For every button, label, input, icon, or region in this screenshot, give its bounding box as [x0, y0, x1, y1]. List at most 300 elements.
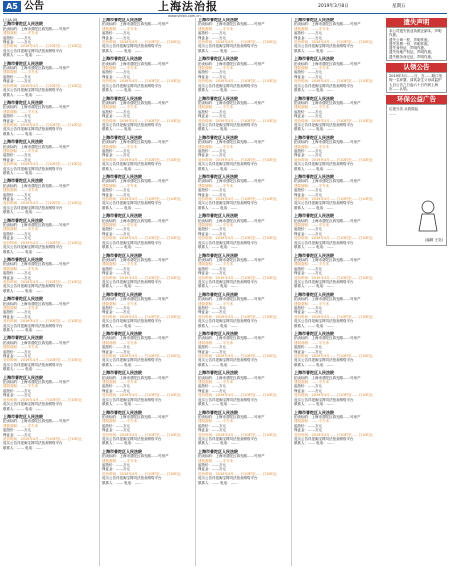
- notice-line: 保证金：……万元: [294, 310, 322, 315]
- notice-line: 竞价时间：2019年4月……日10时至……日10时止: [198, 393, 278, 398]
- notice-line: 联系人：…… 电话：……: [3, 288, 43, 293]
- notice-title: 上海市普陀区人民法院: [198, 409, 238, 415]
- column-1: [3, 18, 95, 566]
- notice-line: 起拍价：……万元: [3, 231, 31, 236]
- notice-block: [102, 18, 194, 53]
- notice-line: 保证金：……万元: [3, 40, 31, 45]
- notice-line: 起拍价：……万元: [198, 462, 226, 467]
- notice-line: 拍卖标的：上海市普陀区真光路……号房产: [102, 375, 169, 380]
- notice-line: 起拍价：……万元: [3, 428, 31, 433]
- notice-block: [198, 175, 290, 210]
- notice-line: 建筑面积：……平方米: [198, 380, 233, 385]
- notice-block: [102, 214, 194, 249]
- notice-block: [294, 214, 383, 249]
- notice-block: [3, 219, 95, 254]
- notice-line: 拍卖标的：上海市普陀区真光路……号房产: [102, 336, 169, 341]
- notice-block: [198, 293, 290, 328]
- column-4: [291, 18, 383, 566]
- notice-line: 竞价时间：2019年4月……日10时至……日10时止: [102, 393, 182, 398]
- notice-line: 起拍价：……万元: [102, 345, 130, 350]
- notice-line: 竞买公告详见淘宝网司法拍卖网络平台: [294, 358, 354, 363]
- notice-line: 竞价时间：2019年4月……日10时至……日10时止: [102, 275, 182, 280]
- notice-line: 竞价时间：2019年4月……日10时至……日10时止: [3, 397, 83, 402]
- notice-line: 建筑面积：……平方米: [198, 105, 233, 110]
- page-footer: (编辑 王奕): [425, 238, 443, 243]
- notice-title: 上海市普陀区人民法院: [294, 134, 334, 140]
- notice-line: 竞价时间：2019年4月……日10时至……日10时止: [198, 157, 278, 162]
- notice-title: 上海市普陀区人民法院: [102, 409, 142, 415]
- notice-line: 建筑面积：……平方米: [102, 183, 137, 188]
- notice-line: 拍卖标的：上海市普陀区真光路……号房产: [294, 375, 361, 380]
- notice-line: 起拍价：……万元: [102, 70, 130, 75]
- notice-line: 拍卖标的：上海市普陀区真光路……号房产: [294, 22, 361, 27]
- notice-line: 起拍价：……万元: [3, 310, 31, 315]
- notice-line: 拍卖标的：上海市普陀区真光路……号房产: [198, 61, 265, 66]
- notice-line: 联系人：…… 电话：……: [198, 284, 238, 289]
- notice-block: [102, 175, 194, 210]
- notice-line: 建筑面积：……平方米: [198, 144, 233, 149]
- notice-title: 上海市普陀区人民法院: [294, 291, 334, 297]
- notice-line: 建筑面积：……平方米: [198, 223, 233, 228]
- notice-line: 联系人：…… 电话：……: [198, 127, 238, 132]
- notice-block: [198, 371, 290, 406]
- notice-title: 上海市普陀区人民法院: [102, 331, 142, 336]
- notice-line: 拍卖标的：上海市普陀区真光路……号房产: [102, 22, 169, 27]
- notice-line: 保证金：……万元: [198, 428, 226, 433]
- notice-line: 建筑面积：……平方米: [102, 262, 137, 267]
- notice-line: 竞买公告详见淘宝网司法拍卖网络平台: [294, 83, 354, 88]
- notice-line: 联系人：…… 电话：……: [3, 328, 43, 332]
- notice-line: 竞价时间：2019年4月……日10时至……日10时止: [294, 314, 374, 319]
- notice-line: 起拍价：……万元: [294, 345, 322, 350]
- notice-line: 保证金：……万元: [294, 114, 322, 119]
- notice-line: 起拍价：……万元: [198, 188, 226, 193]
- notice-line: 起拍价：……万元: [198, 384, 226, 389]
- notice-line: 竞买公告详见淘宝网司法拍卖网络平台: [3, 48, 63, 53]
- notice-line: 拍卖标的：上海市普陀区真光路……号房产: [3, 183, 70, 188]
- notice-line: 拍卖标的：上海市普陀区真光路……号房产: [198, 257, 265, 262]
- notice-block: [102, 332, 194, 367]
- notice-line: 竞价时间：2019年4月……日10时至……日10时止: [198, 197, 278, 202]
- notice-title: 上海市普陀区人民法院: [198, 213, 238, 219]
- notice-line: 联系人：…… 电话：……: [198, 88, 238, 93]
- notice-block: [102, 450, 194, 485]
- notice-line: 拍卖标的：上海市普陀区真光路……号房产: [294, 61, 361, 66]
- header-rule: [3, 13, 447, 14]
- notice-title: 上海市普陀区人民法院: [294, 56, 334, 62]
- notice-block: [3, 179, 95, 214]
- notice-block: [294, 57, 383, 92]
- notice-line: 起拍价：……万元: [198, 70, 226, 75]
- notice-line: 建筑面积：……平方米: [294, 262, 329, 267]
- notice-line: 竞买公告详见淘宝网司法拍卖网络平台: [102, 279, 162, 284]
- notice-line: 建筑面积：……平方米: [102, 26, 137, 31]
- notice-line: 建筑面积：……平方米: [294, 183, 329, 188]
- notice-line: 竞价时间：2019年4月……日10时至……日10时止: [3, 162, 83, 167]
- notice-line: 竞买公告详见淘宝网司法拍卖网络平台: [294, 279, 354, 284]
- notice-block: [294, 175, 383, 210]
- notice-line: 竞买公告详见淘宝网司法拍卖网络平台: [3, 166, 63, 171]
- notice-line: 建筑面积：……平方米: [102, 419, 137, 424]
- page-id: (上)A 05: [3, 18, 18, 22]
- notice-line: 联系人：…… 电话：……: [102, 362, 142, 367]
- notice-line: 竞价时间：2019年4月……日10时至……日10时止: [3, 436, 83, 441]
- notice-title: 上海市普陀区人民法院: [198, 291, 238, 297]
- notice-line: 竞价时间：2019年4月……日10时至……日10时止: [102, 354, 182, 359]
- notice-line: 保证金：……万元: [102, 192, 130, 197]
- notice-title: 上海市普陀区人民法院: [3, 335, 43, 341]
- notice-title: 上海市普陀区人民法院: [102, 56, 142, 62]
- notice-line: 拍卖标的：上海市普陀区真光路……号房产: [198, 140, 265, 145]
- notice-title: 上海市普陀区人民法院: [102, 252, 142, 258]
- loss-notice-body: [386, 27, 447, 61]
- notice-line: 建筑面积：……平方米: [3, 227, 38, 232]
- notice-line: 拍卖标的：上海市普陀区真光路……号房产: [294, 179, 361, 184]
- notice-line: 起拍价：……万元: [294, 70, 322, 75]
- notice-line: 建筑面积：……平方米: [294, 380, 329, 385]
- loss-notice-line: 本公司遗失营业执照正副本，声明作废。: [389, 29, 442, 38]
- notice-line: 竞价时间：2019年4月……日10时至……日10时止: [294, 432, 374, 437]
- notice-line: 拍卖标的：上海市普陀区真光路……号房产: [3, 262, 70, 267]
- notice-line: 联系人：…… 电话：……: [3, 406, 43, 411]
- notice-line: 起拍价：……万元: [294, 384, 322, 389]
- cartoon-figure-icon: [413, 197, 443, 237]
- notice-line: 竞价时间：2019年4月……日10时至……日10时止: [102, 157, 182, 162]
- notice-line: 竞买公告详见淘宝网司法拍卖网络平台: [294, 436, 354, 441]
- issue-date: 2019年3月8日: [318, 4, 349, 9]
- notice-line: 保证金：……万元: [102, 74, 130, 79]
- notice-line: 竞价时间：2019年4月……日10时至……日10时止: [102, 314, 182, 319]
- notice-line: 保证金：……万元: [294, 192, 322, 197]
- notice-line: 起拍价：……万元: [102, 109, 130, 114]
- claim-notice-line: 2019年3月……日，在……路口发现一名弃婴，请其亲生父母或监护人自公告之日起六十日内到上海市……认领。: [389, 74, 443, 91]
- notice-line: 建筑面积：……平方米: [198, 26, 233, 31]
- notice-line: 竞价时间：2019年4月……日10时至……日10时止: [102, 118, 182, 123]
- notice-line: 竞买公告详见淘宝网司法拍卖网络平台: [198, 279, 258, 284]
- notice-block: [198, 18, 290, 53]
- notice-line: 保证金：……万元: [102, 231, 130, 236]
- notice-line: 保证金：……万元: [198, 310, 226, 315]
- notice-line: 保证金：……万元: [198, 467, 226, 472]
- notice-line: 竞买公告详见淘宝网司法拍卖网络平台: [198, 122, 258, 127]
- notice-block: [102, 411, 194, 446]
- loss-notice-line: 遗失公章一枚，声明作废。: [389, 37, 431, 42]
- notice-line: 竞买公告详见淘宝网司法拍卖网络平台: [3, 205, 63, 210]
- notice-title: 上海市普陀区人民法院: [3, 21, 43, 27]
- notice-line: 保证金：……万元: [198, 192, 226, 197]
- notice-block: [294, 97, 383, 132]
- notice-line: 拍卖标的：上海市普陀区真光路……号房产: [294, 140, 361, 145]
- notice-line: 竞买公告详见淘宝网司法拍卖网络平台: [294, 240, 354, 245]
- notice-line: 联系人：…… 电话：……: [294, 205, 334, 210]
- notice-line: 建筑面积：……平方米: [294, 144, 329, 149]
- notice-line: 联系人：…… 电话：……: [294, 166, 334, 171]
- notice-line: 联系人：…… 电话：……: [3, 249, 43, 254]
- notice-line: 联系人：…… 电话：……: [198, 480, 238, 485]
- notice-line: 建筑面积：……平方米: [3, 188, 38, 193]
- notice-block: [294, 371, 383, 406]
- notice-line: 联系人：…… 电话：……: [3, 171, 43, 175]
- notice-line: 竞买公告详见淘宝网司法拍卖网络平台: [294, 201, 354, 206]
- loss-notice-header: 遗失声明: [386, 18, 447, 27]
- notice-title: 上海市普陀区人民法院: [294, 331, 334, 336]
- notice-block: [3, 62, 95, 97]
- notice-line: 保证金：……万元: [294, 428, 322, 433]
- notice-columns: [3, 18, 383, 568]
- notice-line: 建筑面积：……平方米: [294, 26, 329, 31]
- notice-line: 竞价时间：2019年4月……日10时至……日10时止: [102, 471, 182, 476]
- notice-line: 竞买公告详见淘宝网司法拍卖网络平台: [198, 44, 258, 49]
- notice-line: 保证金：……万元: [294, 153, 322, 158]
- notice-line: 保证金：……万元: [102, 271, 130, 276]
- notice-line: 起拍价：……万元: [198, 266, 226, 271]
- notice-line: 联系人：…… 电话：……: [102, 127, 142, 132]
- notice-line: 保证金：……万元: [198, 271, 226, 276]
- notice-block: [294, 254, 383, 289]
- notice-line: 竞价时间：2019年4月……日10时至……日10时止: [102, 236, 182, 241]
- notice-line: 保证金：……万元: [294, 388, 322, 393]
- notice-line: 竞买公告详见淘宝网司法拍卖网络平台: [3, 284, 63, 289]
- notice-line: 竞买公告详见淘宝网司法拍卖网络平台: [198, 83, 258, 88]
- notice-line: 保证金：……万元: [198, 231, 226, 236]
- notice-line: 保证金：……万元: [102, 35, 130, 40]
- notice-block: [3, 297, 95, 332]
- notice-line: 竞买公告详见淘宝网司法拍卖网络平台: [198, 240, 258, 245]
- notice-line: 联系人：…… 电话：……: [198, 323, 238, 328]
- claim-notice-header: 认领公告: [386, 63, 447, 72]
- notice-line: 建筑面积：……平方米: [102, 458, 137, 463]
- notice-title: 上海市普陀区人民法院: [102, 370, 142, 376]
- notice-line: 竞价时间：2019年4月……日10时至……日10时止: [3, 201, 83, 206]
- loss-notice-line: 遗失发票一份，声明作废。: [389, 41, 431, 46]
- notice-title: 上海市普陀区人民法院: [3, 178, 43, 184]
- notice-line: 拍卖标的：上海市普陀区真光路……号房产: [102, 414, 169, 419]
- masthead: 上海法治报: [158, 0, 218, 13]
- notice-block: [198, 57, 290, 92]
- notice-line: 拍卖标的：上海市普陀区真光路……号房产: [3, 144, 70, 149]
- notice-line: 保证金：……万元: [3, 432, 31, 437]
- notice-line: 建筑面积：……平方米: [294, 223, 329, 228]
- notice-line: 竞买公告详见淘宝网司法拍卖网络平台: [3, 127, 63, 132]
- notice-line: 竞买公告详见淘宝网司法拍卖网络平台: [294, 397, 354, 402]
- notice-line: 竞价时间：2019年4月……日10时至……日10时止: [294, 157, 374, 162]
- public-ad: [386, 104, 447, 246]
- notice-line: 保证金：……万元: [102, 310, 130, 315]
- page-header: [0, 0, 450, 14]
- notice-line: 联系人：…… 电话：……: [294, 127, 334, 132]
- notice-block: [294, 293, 383, 328]
- notice-block: [3, 415, 95, 450]
- notice-block: [102, 97, 194, 132]
- notice-title: 上海市普陀区人民法院: [102, 18, 142, 22]
- notice-line: 起拍价：……万元: [102, 31, 130, 36]
- notice-line: 建筑面积：……平方米: [198, 183, 233, 188]
- notice-line: 保证金：……万元: [198, 74, 226, 79]
- notice-line: 拍卖标的：上海市普陀区真光路……号房产: [294, 414, 361, 419]
- notice-block: [102, 136, 194, 171]
- notice-line: 竞价时间：2019年4月……日10时至……日10时止: [102, 197, 182, 202]
- notice-title: 上海市普陀区人民法院: [3, 374, 43, 380]
- notice-line: 保证金：……万元: [3, 79, 31, 84]
- ad-line: 垃圾分类 从我做起: [389, 107, 419, 112]
- notice-line: 联系人：…… 电话：……: [102, 205, 142, 210]
- notice-line: 保证金：……万元: [294, 35, 322, 40]
- notice-line: 竞买公告详见淘宝网司法拍卖网络平台: [102, 476, 162, 481]
- notice-block: [198, 254, 290, 289]
- notice-line: 拍卖标的：上海市普陀区真光路……号房产: [198, 454, 265, 459]
- notice-line: 竞买公告详见淘宝网司法拍卖网络平台: [3, 402, 63, 407]
- notice-line: 竞买公告详见淘宝网司法拍卖网络平台: [102, 397, 162, 402]
- notice-line: 保证金：……万元: [3, 354, 31, 359]
- notice-line: 起拍价：……万元: [198, 305, 226, 310]
- notice-title: 上海市普陀区人民法院: [3, 256, 43, 262]
- notice-line: 竞价时间：2019年4月……日10时至……日10时止: [102, 432, 182, 437]
- notice-line: 保证金：……万元: [198, 35, 226, 40]
- notice-line: 联系人：…… 电话：……: [198, 245, 238, 250]
- notice-block: [3, 336, 95, 371]
- notice-line: 竞买公告详见淘宝网司法拍卖网络平台: [198, 436, 258, 441]
- notice-line: 保证金：……万元: [294, 271, 322, 276]
- notice-line: 起拍价：……万元: [102, 462, 130, 467]
- notice-title: 上海市普陀区人民法院: [294, 252, 334, 258]
- notice-line: 竞买公告详见淘宝网司法拍卖网络平台: [102, 358, 162, 363]
- notice-line: 建筑面积：……平方米: [3, 31, 38, 36]
- notice-line: 保证金：……万元: [294, 231, 322, 236]
- notice-line: 竞价时间：2019年4月……日10时至……日10时止: [294, 393, 374, 398]
- notice-line: 起拍价：……万元: [102, 305, 130, 310]
- right-sidebar: [386, 18, 447, 568]
- notice-title: 上海市普陀区人民法院: [198, 134, 238, 140]
- notice-line: 竞买公告详见淘宝网司法拍卖网络平台: [198, 476, 258, 481]
- notice-line: 建筑面积：……平方米: [294, 419, 329, 424]
- notice-block: [102, 371, 194, 406]
- notice-block: [3, 258, 95, 293]
- notice-line: 竞买公告详见淘宝网司法拍卖网络平台: [294, 44, 354, 49]
- notice-line: 保证金：……万元: [198, 349, 226, 354]
- notice-line: 竞买公告详见淘宝网司法拍卖网络平台: [102, 319, 162, 324]
- notice-block: [294, 18, 383, 53]
- claim-notice-body: [386, 72, 447, 93]
- notice-line: 保证金：……万元: [102, 388, 130, 393]
- notice-line: 竞价时间：2019年4月……日10时至……日10时止: [198, 314, 278, 319]
- notice-title: 上海市普陀区人民法院: [294, 18, 334, 22]
- notice-line: 建筑面积：……平方米: [3, 384, 38, 389]
- notice-line: 保证金：……万元: [3, 197, 31, 202]
- notice-line: 竞价时间：2019年4月……日10时至……日10时止: [294, 236, 374, 241]
- notice-line: 起拍价：……万元: [198, 423, 226, 428]
- notice-line: 拍卖标的：上海市普陀区真光路……号房产: [198, 179, 265, 184]
- notice-line: 起拍价：……万元: [102, 188, 130, 193]
- notice-line: 起拍价：……万元: [294, 305, 322, 310]
- notice-line: 建筑面积：……平方米: [102, 380, 137, 385]
- notice-block: [102, 293, 194, 328]
- notice-line: 联系人：…… 电话：……: [3, 131, 43, 136]
- notice-line: 拍卖标的：上海市普陀区真光路……号房产: [3, 66, 70, 71]
- notice-title: 上海市普陀区人民法院: [102, 213, 142, 219]
- notice-title: 上海市普陀区人民法院: [102, 174, 142, 179]
- notice-line: 拍卖标的：上海市普陀区真光路……号房产: [3, 419, 70, 424]
- notice-line: 竞买公告详见淘宝网司法拍卖网络平台: [198, 162, 258, 167]
- notice-title: 上海市普陀区人民法院: [198, 331, 238, 336]
- notice-line: 竞价时间：2019年4月……日10时至……日10时止: [198, 471, 278, 476]
- notice-line: 竞价时间：2019年4月……日10时至……日10时止: [294, 79, 374, 84]
- notice-line: 保证金：……万元: [3, 275, 31, 280]
- notice-line: 竞买公告详见淘宝网司法拍卖网络平台: [102, 240, 162, 245]
- notice-line: 起拍价：……万元: [198, 345, 226, 350]
- notice-line: 联系人：…… 电话：……: [198, 402, 238, 407]
- notice-title: 上海市普陀区人民法院: [198, 18, 238, 22]
- notice-block: [102, 254, 194, 289]
- notice-block: [198, 136, 290, 171]
- notice-line: 起拍价：……万元: [294, 148, 322, 153]
- notice-line: 联系人：…… 电话：……: [102, 88, 142, 93]
- notice-line: 建筑面积：……平方米: [3, 345, 38, 350]
- notice-line: 建筑面积：……平方米: [3, 423, 38, 428]
- notice-line: 起拍价：……万元: [3, 388, 31, 393]
- notice-line: 拍卖标的：上海市普陀区真光路……号房产: [3, 26, 70, 31]
- notice-line: 保证金：……万元: [3, 157, 31, 162]
- notice-line: 竞价时间：2019年4月……日10时至……日10时止: [294, 118, 374, 123]
- notice-line: 建筑面积：……平方米: [102, 105, 137, 110]
- notice-title: 上海市普陀区人民法院: [198, 56, 238, 62]
- notice-line: 竞价时间：2019年4月……日10时至……日10时止: [198, 79, 278, 84]
- column-3: [195, 18, 290, 566]
- notice-line: 建筑面积：……平方米: [294, 66, 329, 71]
- notice-line: 拍卖标的：上海市普陀区真光路……号房产: [198, 297, 265, 302]
- notice-line: 联系人：…… 电话：……: [3, 210, 43, 215]
- notice-line: 竞价时间：2019年4月……日10时至……日10时止: [3, 279, 83, 284]
- notice-block: [3, 376, 95, 411]
- notice-line: 保证金：……万元: [3, 118, 31, 123]
- notice-line: 拍卖标的：上海市普陀区真光路……号房产: [294, 336, 361, 341]
- notice-line: 建筑面积：……平方米: [102, 144, 137, 149]
- column-2: [99, 18, 194, 566]
- public-ad-header: 环保公益广告: [386, 95, 447, 104]
- notice-line: 联系人：…… 电话：……: [294, 362, 334, 367]
- notice-line: 联系人：…… 电话：……: [102, 48, 142, 53]
- notice-line: 拍卖标的：上海市普陀区真光路……号房产: [294, 218, 361, 223]
- notice-block: [198, 214, 290, 249]
- notice-line: 起拍价：……万元: [3, 114, 31, 119]
- notice-line: 竞价时间：2019年4月……日10时至……日10时止: [198, 118, 278, 123]
- notice-line: 保证金：……万元: [102, 349, 130, 354]
- notice-title: 上海市普陀区人民法院: [294, 409, 334, 415]
- notice-line: 拍卖标的：上海市普陀区真光路……号房产: [102, 257, 169, 262]
- notice-line: 竞买公告详见淘宝网司法拍卖网络平台: [294, 319, 354, 324]
- notice-line: 建筑面积：……平方米: [198, 340, 233, 345]
- notice-title: 上海市普陀区人民法院: [294, 370, 334, 376]
- notice-line: 建筑面积：……平方米: [198, 66, 233, 71]
- notice-line: 联系人：…… 电话：……: [102, 166, 142, 171]
- notice-line: 联系人：…… 电话：……: [294, 402, 334, 407]
- notice-line: 联系人：…… 电话：……: [102, 245, 142, 250]
- notice-line: 建筑面积：……平方米: [102, 340, 137, 345]
- notice-line: 保证金：……万元: [294, 349, 322, 354]
- notice-line: 拍卖标的：上海市普陀区真光路……号房产: [294, 100, 361, 105]
- notice-title: 上海市普陀区人民法院: [198, 370, 238, 376]
- notice-line: 建筑面积：……平方米: [198, 301, 233, 306]
- notice-line: 联系人：…… 电话：……: [198, 441, 238, 446]
- notice-line: 联系人：…… 电话：……: [294, 245, 334, 250]
- notice-line: 保证金：……万元: [3, 314, 31, 319]
- notice-line: 竞买公告详见淘宝网司法拍卖网络平台: [102, 44, 162, 49]
- notice-line: 竞买公告详见淘宝网司法拍卖网络平台: [3, 245, 63, 250]
- notice-line: 竞价时间：2019年4月……日10时至……日10时止: [198, 236, 278, 241]
- notice-title: 上海市普陀区人民法院: [3, 217, 43, 223]
- notice-line: 起拍价：……万元: [3, 349, 31, 354]
- notice-line: 建筑面积：……平方米: [102, 223, 137, 228]
- notice-line: 联系人：…… 电话：……: [3, 367, 43, 372]
